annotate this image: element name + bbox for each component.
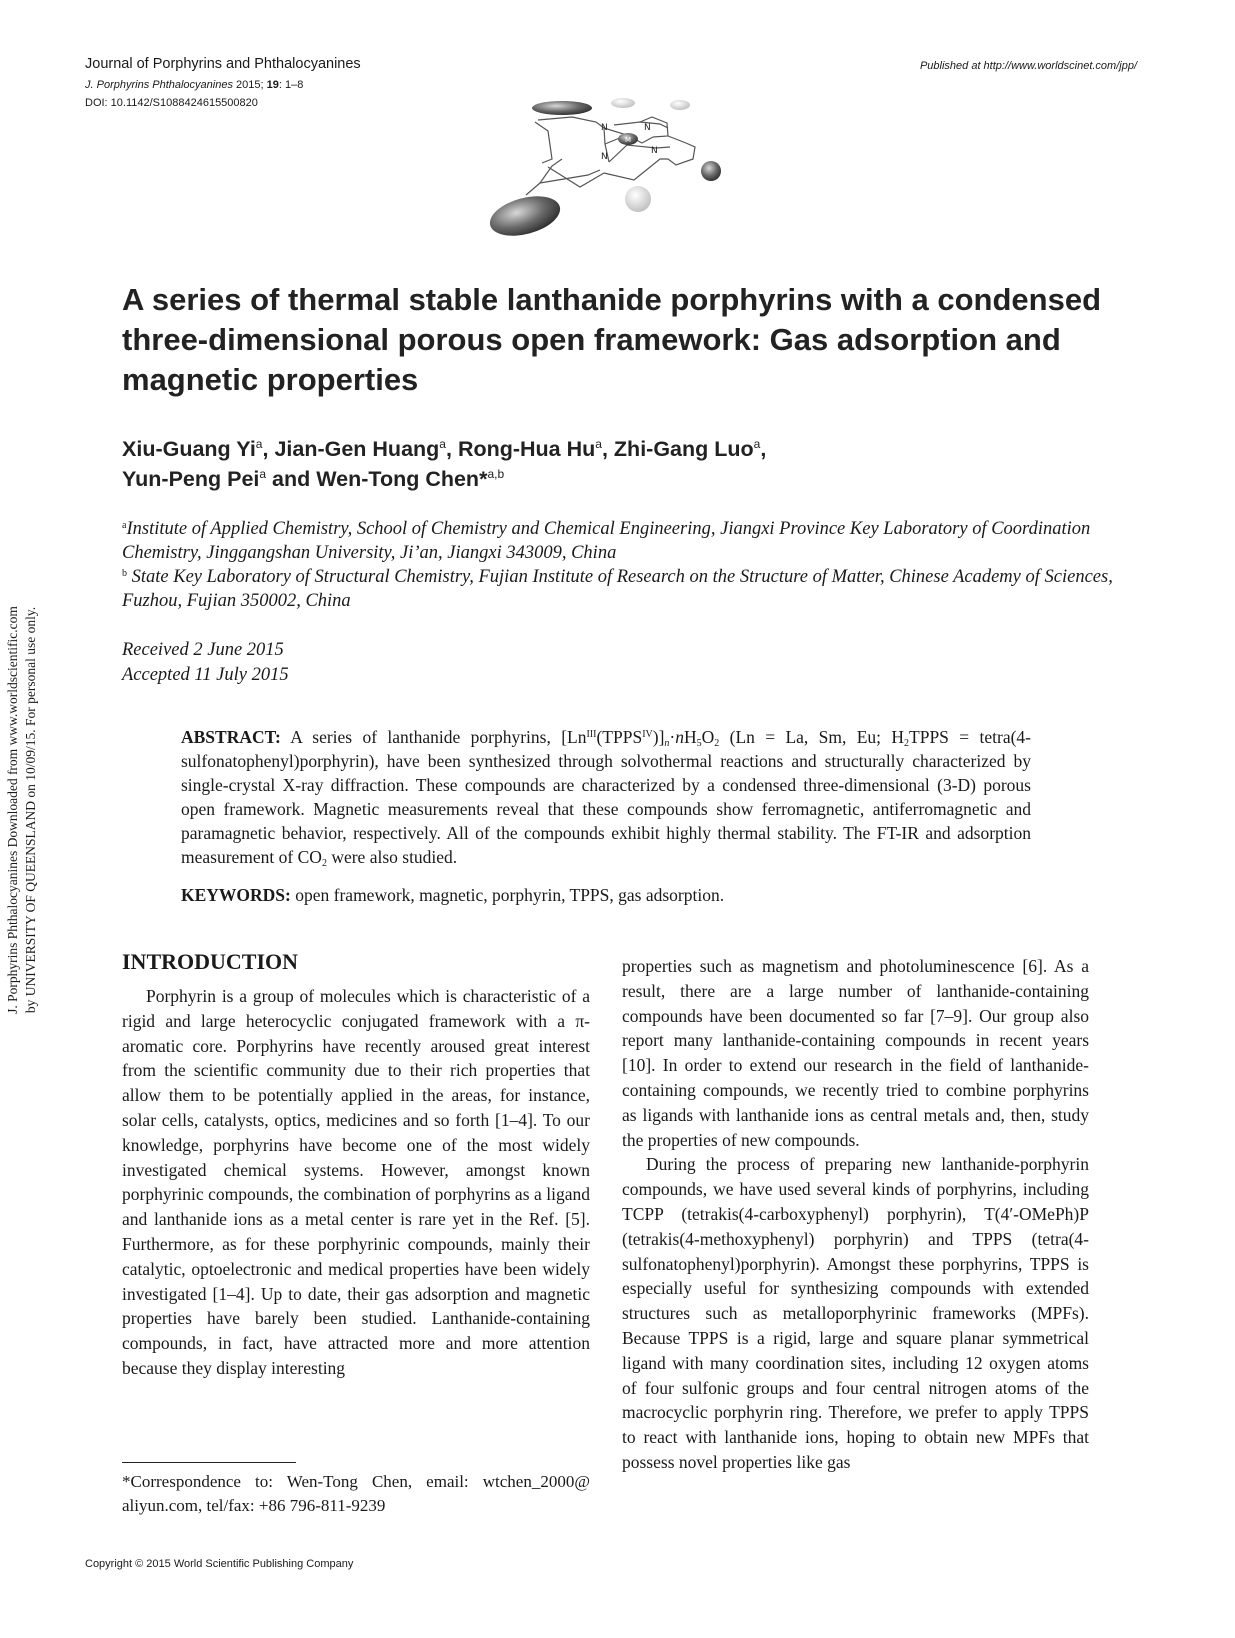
body-column-left — [122, 948, 590, 1381]
abstract-sub-italic: n — [664, 738, 670, 749]
logo-atom-n1: N — [601, 123, 608, 133]
affiliations — [122, 517, 1122, 613]
author-separator: and — [266, 467, 317, 491]
doi: DOI: 10.1142/S1088424615500820 — [85, 97, 258, 109]
citation-pages: : 1–8 — [278, 79, 304, 91]
paper-title: A series of thermal stable lanthanide porphyrins with a condensed three-dimensional porous open framework: Gas adsorption and magnetic properties — [122, 282, 1102, 397]
citation-journal: J. Porphyrins Phthalocyanines — [85, 79, 233, 91]
author-separator: , — [760, 437, 767, 461]
abstract-text: TPPS = tetra(4-sulfonatophenyl)porphyrin), have been synthesized through solvothermal reactions and structurally characterized by single-crystal X-ray diffraction. These compounds are characterized by a condensed three-dimensional (3-D) porous open framework. Magnetic measurements reveal that these compounds show ferromagnetic, antiferromagnetic and paramagnetic behavior, respectively. All of the compounds exhibit highly thermal stability. The FT-IR and adsorption measurement of CO — [181, 727, 1031, 867]
abstract-text: H — [683, 727, 697, 747]
author: Yun-Peng Pei — [122, 467, 260, 491]
keywords-label: KEYWORDS: — [181, 885, 291, 905]
accepted-date: Accepted 11 July 2015 — [122, 665, 289, 685]
abstract-text: O — [701, 727, 715, 747]
abstract-sup: III — [586, 729, 597, 740]
received-date: Received 2 June 2015 — [122, 640, 284, 660]
logo-atom-n3: N — [601, 152, 608, 162]
author-separator: , — [445, 437, 458, 461]
logo-atom-m: M — [624, 136, 632, 144]
author-separator: , — [262, 437, 275, 461]
footnote-rule — [122, 1462, 296, 1463]
author: Jian-Gen Huang — [274, 437, 440, 461]
author: Wen-Tong Chen* — [316, 467, 488, 491]
affiliation-text: State Key Laboratory of Structural Chemistry, Fujian Institute of Research on the Structure of Matter, Chinese Academy of Sciences, Fuzhou, Fujian 350002, China — [122, 567, 1113, 611]
logo-atom-n2: N — [644, 123, 651, 133]
affiliation-text: Institute of Applied Chemistry, School of Chemistry and Chemical Engineering, Jiangxi Province Key Laboratory of Coordination Chemistry, Jinggangshan University, Ji’an, Jiangxi 343009, China — [122, 519, 1091, 563]
author: Rong-Hua Hu — [457, 437, 596, 461]
abstract — [181, 725, 1031, 869]
abstract-sub: 2 — [714, 738, 720, 749]
abstract-label: ABSTRACT: — [181, 727, 281, 747]
author-list — [122, 434, 1122, 494]
download-notice — [4, 550, 44, 1070]
abstract-sub: 2 — [321, 858, 327, 869]
keywords — [181, 883, 1031, 907]
author-affiliation-mark: a — [595, 437, 602, 451]
published-at-link[interactable]: Published at http://www.worldscinet.com/jpp/ — [919, 60, 1137, 72]
abstract-sub: 5 — [696, 738, 702, 749]
correspondence-footnote: *Correspondence to: Wen-Tong Chen, email: wtchen_2000@ aliyun.com, tel/fax: +86 796-811-9239 — [122, 1472, 590, 1515]
abstract-text: were also studied. — [326, 847, 458, 867]
section-heading: INTRODUCTION — [122, 949, 299, 974]
author-affiliation-mark: a,b — [487, 467, 505, 481]
affiliation — [122, 517, 1122, 565]
citation-volume: 19 — [266, 79, 279, 91]
download-notice-line: by UNIVERSITY OF QUEENSLAND on 10/09/15. For personal use only. — [23, 606, 38, 1014]
citation-year: 2015; — [236, 79, 267, 91]
abstract-text: (TPPS — [596, 727, 643, 747]
abstract-sub: 2 — [904, 738, 910, 749]
author-affiliation-mark: a — [439, 437, 446, 451]
journal-name: Journal of Porphyrins and Phthalocyanines — [85, 56, 361, 72]
abstract-text: A series of lanthanide porphyrins, [Ln — [280, 727, 587, 747]
logo-atom-n4: N — [651, 146, 658, 156]
affiliation-mark: a — [122, 520, 127, 531]
body-paragraph: During the process of preparing new lanthanide-porphyrin compounds, we have used several kinds of porphyrins, including TCPP (tetrakis(4-carboxyphenyl) porphyrin), T(4′-OMePh)P (tetrakis(4-methoxyphenyl) porphyrin) and TPPS (tetra(4-sulfonatophenyl)porphyrin). Amongst these porphyrins, TPPS is especially useful for synthesizing compounds with extended structures such as metalloporphyrinic frameworks (MPFs). Because TPPS is a rigid, large and square planar symmetrical ligand with many coordination sites, including 12 oxygen atoms of four sulfonic groups and four central nitrogen atoms of the macrocyclic porphyrin ring. Therefore, we prefer to apply TPPS to react with lanthanide ions, hoping to obtain new MPFs that possess novel properties like gas — [622, 1154, 1089, 1472]
porphyrin-molecule-logo — [480, 95, 740, 255]
download-notice-line: J. Porphyrins Phthalocyanines Downloaded from www.worldscientific.com — [5, 606, 20, 1014]
author-affiliation-mark: a — [259, 467, 267, 481]
author-separator: , — [601, 437, 614, 461]
affiliation-mark: b — [122, 568, 127, 579]
author: Xiu-Guang Yi — [122, 437, 256, 461]
abstract-text: (Ln = La, Sm, Eu; H — [719, 727, 905, 747]
body-paragraph: properties such as magnetism and photoluminescence [6]. As a result, there are a large number of lanthanide-containing compounds have been documented so far [7–9]. Our group also report many lanthanide-containing compounds in recent years [10]. In order to extend our research in the field of lanthanide-containing compounds, we recently tried to combine porphyrins as ligands with lanthanide ions as central metals and, then, study the properties of new compounds. — [622, 956, 1089, 1150]
author-affiliation-mark: a — [255, 437, 263, 451]
abstract-text: )] — [652, 727, 665, 747]
copyright: Copyright © 2015 World Scientific Publishing Company — [85, 1558, 354, 1570]
abstract-sup: IV — [642, 729, 653, 740]
affiliation — [122, 565, 1122, 613]
body-paragraph: Porphyrin is a group of molecules which is characteristic of a rigid and large heterocyclic conjugated framework with a π-aromatic core. Porphyrins have recently aroused great interest from the scientific community due to their rich properties that allow them to be potentially applied in the areas, for instance, solar cells, catalysts, optics, medicines and so forth [1–4]. To our knowledge, porphyrins have become one of the most widely investigated chemical systems. However, amongst known porphyrinic compounds, the combination of porphyrins as a ligand and lanthanide ions as a metal center is rare yet in the Ref. [5]. Furthermore, as for these porphyrinic compounds, mainly their catalytic, optoelectronic and medical properties have been widely investigated [1–4]. Up to date, their gas adsorption and magnetic properties have barely been studied. Lanthanide-containing compounds, in fact, have attracted more and more attention because they display interesting — [122, 986, 590, 1378]
keywords-text: open framework, magnetic, porphyrin, TPPS, gas adsorption. — [290, 885, 725, 905]
abstract-text: · — [669, 727, 676, 747]
article-dates — [122, 638, 289, 688]
author: Zhi-Gang Luo — [613, 437, 754, 461]
journal-citation — [85, 79, 303, 91]
author-affiliation-mark: a — [753, 437, 761, 451]
abstract-italic: n — [675, 727, 684, 747]
body-column-right — [622, 954, 1089, 1475]
